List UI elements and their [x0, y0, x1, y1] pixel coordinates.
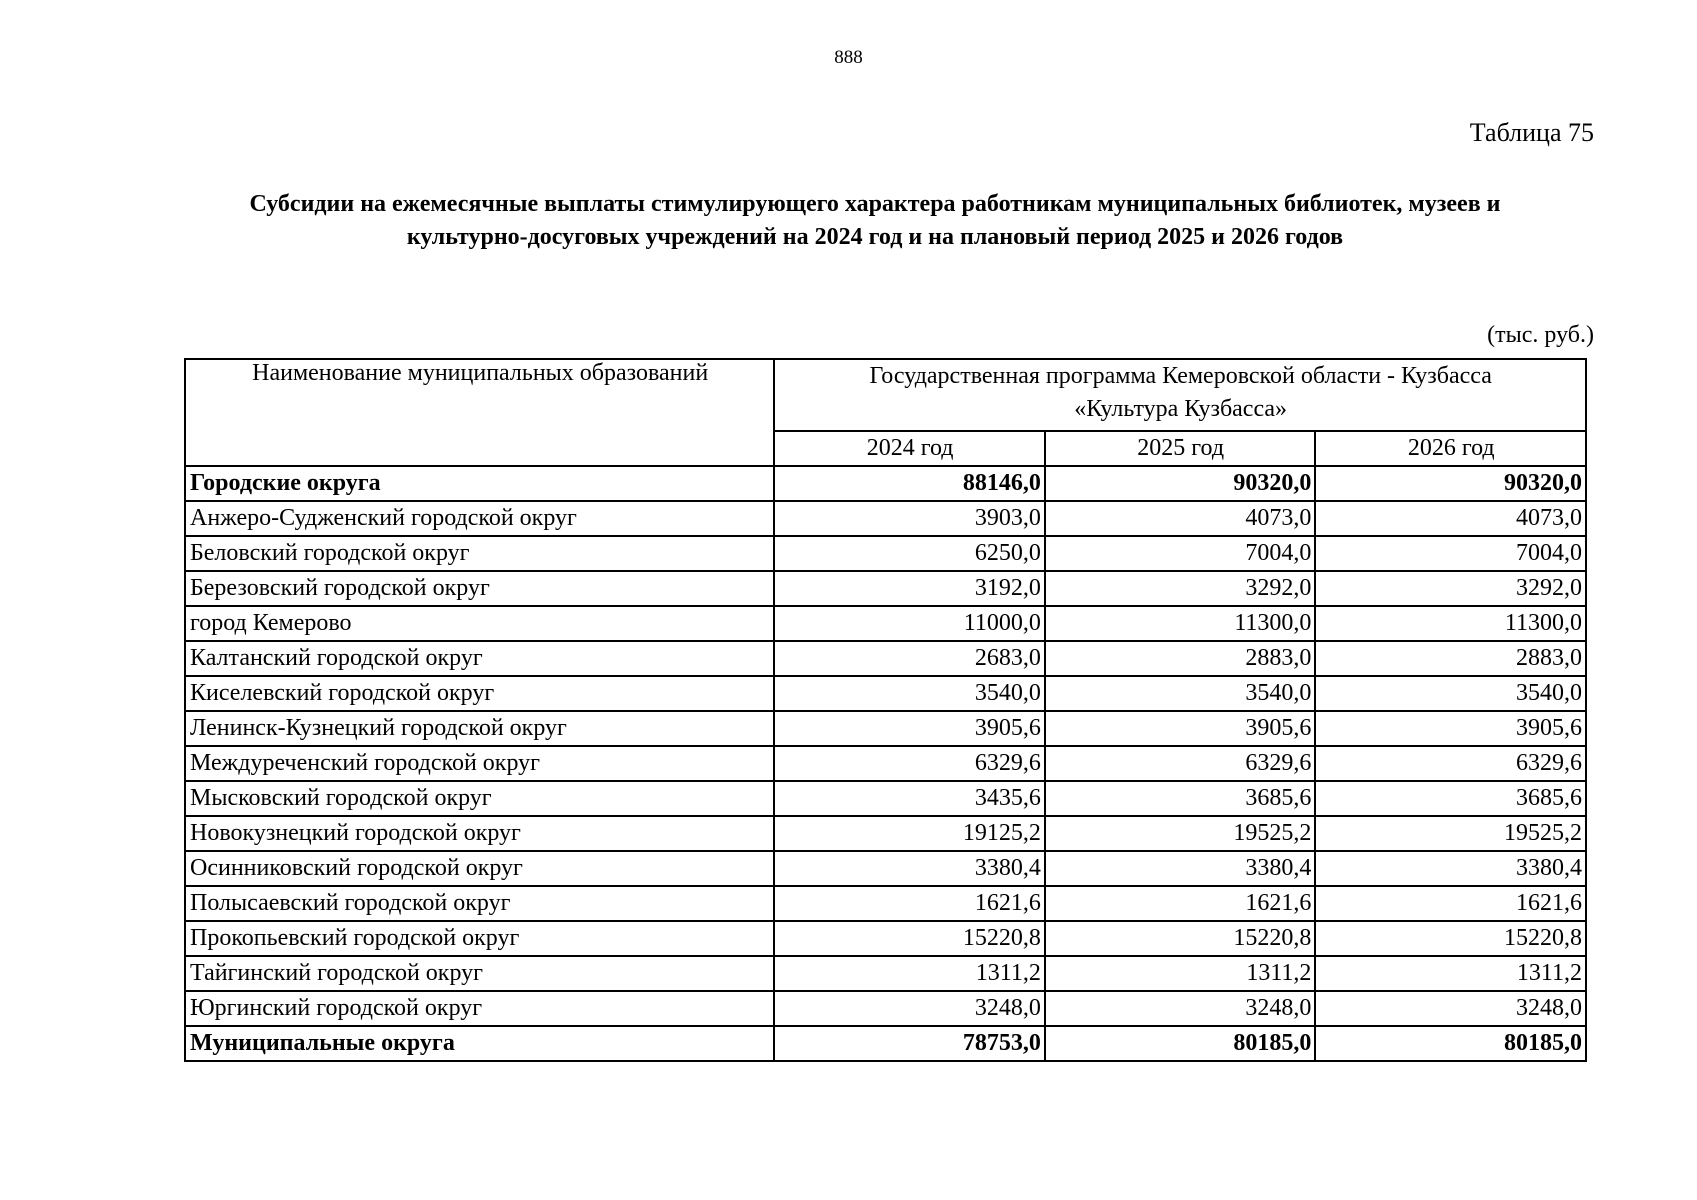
cell-municipality-name: Полысаевский городской округ: [185, 886, 774, 921]
cell-value-2024: 3435,6: [774, 781, 1045, 816]
cell-value-2025: 3540,0: [1045, 676, 1316, 711]
cell-value-2024: 3380,4: [774, 851, 1045, 886]
table-header: [185, 359, 1586, 466]
cell-value-2024: 6329,6: [774, 746, 1045, 781]
cell-value-2026: 1621,6: [1315, 886, 1586, 921]
table-row: [185, 956, 1586, 991]
program-header-line-2: «Культура Кузбасса»: [1074, 396, 1288, 422]
table-row: [185, 781, 1586, 816]
table-row: [185, 851, 1586, 886]
cell-value-2026: 3380,4: [1315, 851, 1586, 886]
document-title-line-2: культурно-досуговых учреждений на 2024 год и на плановый период 2025 и 2026 годов: [406, 224, 1344, 250]
cell-municipality-name: Городские округа: [185, 466, 774, 501]
table-row: [185, 606, 1586, 641]
cell-municipality-name: Прокопьевский городской округ: [185, 921, 774, 956]
document-title-line-1: Субсидии на ежемесячные выплаты стимулирующего характера работникам муниципальных библиотек, музеев и: [249, 191, 1501, 217]
cell-value-2025: 1621,6: [1045, 886, 1316, 921]
cell-value-2026: 15220,8: [1315, 921, 1586, 956]
cell-value-2026: 3248,0: [1315, 991, 1586, 1026]
cell-municipality-name: Киселевский городской округ: [185, 676, 774, 711]
cell-municipality-name: Новокузнецкий городской округ: [185, 816, 774, 851]
cell-value-2025: 80185,0: [1045, 1026, 1316, 1061]
cell-value-2025: 3380,4: [1045, 851, 1316, 886]
table-number-label: Таблица 75: [1469, 118, 1594, 147]
cell-value-2026: 4073,0: [1315, 501, 1586, 536]
table-row: [185, 571, 1586, 606]
cell-value-2026: 3685,6: [1315, 781, 1586, 816]
cell-value-2024: 1311,2: [774, 956, 1045, 991]
cell-municipality-name: Беловский городской округ: [185, 536, 774, 571]
cell-value-2026: 6329,6: [1315, 746, 1586, 781]
table-row: [185, 641, 1586, 676]
cell-value-2025: 3248,0: [1045, 991, 1316, 1026]
table-group-row: [185, 466, 1586, 501]
cell-value-2026: 3905,6: [1315, 711, 1586, 746]
cell-municipality-name: Муниципальные округа: [185, 1026, 774, 1061]
cell-municipality-name: Междуреченский городской округ: [185, 746, 774, 781]
cell-value-2026: 90320,0: [1315, 466, 1586, 501]
cell-value-2026: 3292,0: [1315, 571, 1586, 606]
cell-value-2024: 3248,0: [774, 991, 1045, 1026]
cell-value-2025: 4073,0: [1045, 501, 1316, 536]
cell-municipality-name: Анжеро-Судженский городской округ: [185, 501, 774, 536]
column-header-2026: 2026 год: [1315, 431, 1586, 466]
column-header-name: Наименование муниципальных образований: [185, 359, 774, 466]
cell-value-2025: 3685,6: [1045, 781, 1316, 816]
table-row: [185, 816, 1586, 851]
cell-value-2025: 3292,0: [1045, 571, 1316, 606]
cell-value-2025: 11300,0: [1045, 606, 1316, 641]
cell-value-2026: 11300,0: [1315, 606, 1586, 641]
cell-value-2024: 3192,0: [774, 571, 1045, 606]
cell-municipality-name: Юргинский городской округ: [185, 991, 774, 1026]
cell-value-2024: 2683,0: [774, 641, 1045, 676]
cell-value-2024: 78753,0: [774, 1026, 1045, 1061]
cell-value-2024: 3903,0: [774, 501, 1045, 536]
column-header-program: [774, 359, 1586, 431]
cell-value-2026: 19525,2: [1315, 816, 1586, 851]
cell-municipality-name: Калтанский городской округ: [185, 641, 774, 676]
cell-value-2025: 90320,0: [1045, 466, 1316, 501]
subsidies-table: [184, 358, 1587, 1062]
cell-value-2025: 7004,0: [1045, 536, 1316, 571]
cell-value-2026: 2883,0: [1315, 641, 1586, 676]
cell-value-2026: 7004,0: [1315, 536, 1586, 571]
cell-value-2025: 2883,0: [1045, 641, 1316, 676]
cell-value-2024: 6250,0: [774, 536, 1045, 571]
cell-value-2025: 15220,8: [1045, 921, 1316, 956]
table-row: [185, 536, 1586, 571]
table-row: [185, 921, 1586, 956]
cell-value-2025: 1311,2: [1045, 956, 1316, 991]
column-header-2024: 2024 год: [774, 431, 1045, 466]
table-row: [185, 676, 1586, 711]
cell-value-2025: 19525,2: [1045, 816, 1316, 851]
table-row: [185, 886, 1586, 921]
cell-value-2024: 3540,0: [774, 676, 1045, 711]
cell-value-2024: 1621,6: [774, 886, 1045, 921]
table-row: [185, 746, 1586, 781]
program-header-line-1: Государственная программа Кемеровской области - Кузбасса: [869, 363, 1492, 389]
cell-value-2025: 6329,6: [1045, 746, 1316, 781]
cell-municipality-name: Тайгинский городской округ: [185, 956, 774, 991]
cell-value-2024: 15220,8: [774, 921, 1045, 956]
document-title: [150, 188, 1600, 254]
cell-value-2025: 3905,6: [1045, 711, 1316, 746]
page-number: 888: [834, 47, 863, 68]
cell-value-2026: 1311,2: [1315, 956, 1586, 991]
cell-municipality-name: Мысковский городской округ: [185, 781, 774, 816]
table-row: [185, 711, 1586, 746]
units-label: (тыс. руб.): [1487, 322, 1594, 348]
cell-value-2024: 3905,6: [774, 711, 1045, 746]
table-row: [185, 501, 1586, 536]
table-group-row: [185, 1026, 1586, 1061]
cell-value-2024: 11000,0: [774, 606, 1045, 641]
cell-municipality-name: Березовский городской округ: [185, 571, 774, 606]
table-body: [185, 466, 1586, 1061]
cell-municipality-name: Ленинск-Кузнецкий городской округ: [185, 711, 774, 746]
cell-value-2024: 88146,0: [774, 466, 1045, 501]
cell-municipality-name: город Кемерово: [185, 606, 774, 641]
cell-value-2024: 19125,2: [774, 816, 1045, 851]
table-row: [185, 991, 1586, 1026]
cell-value-2026: 3540,0: [1315, 676, 1586, 711]
cell-value-2026: 80185,0: [1315, 1026, 1586, 1061]
column-header-2025: 2025 год: [1045, 431, 1316, 466]
cell-municipality-name: Осинниковский городской округ: [185, 851, 774, 886]
